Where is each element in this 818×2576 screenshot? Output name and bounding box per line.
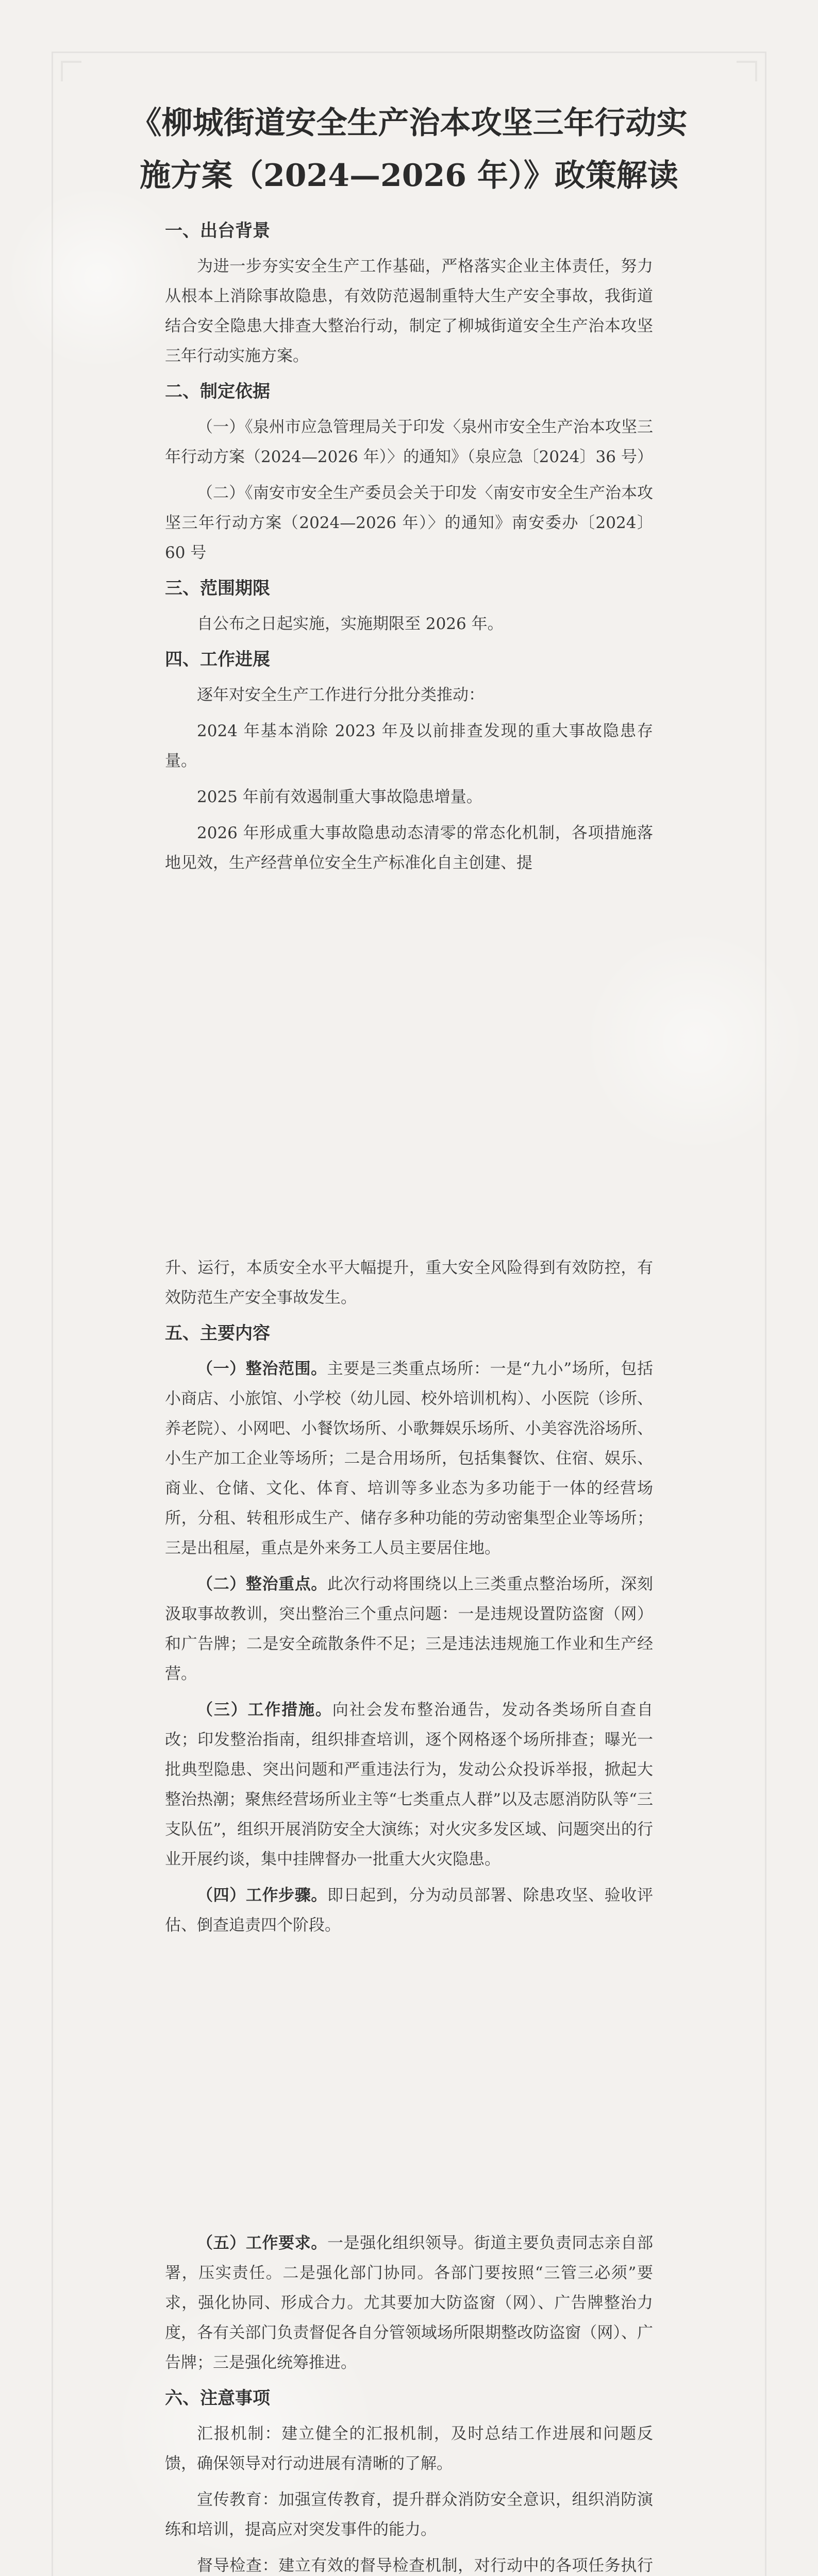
section-heading-basis: 二、制定依据 xyxy=(165,381,270,402)
corner-ornament xyxy=(737,61,757,81)
title-line-1: 《柳城街道安全生产治本攻坚三年行动实 xyxy=(130,105,688,141)
basis-paragraph-1: （一）《泉州市应急管理局关于印发〈泉州市安全生产治本攻坚三年行动方案（2024—2026 年）〉的通知》（泉应急〔2024〕36 号） xyxy=(165,418,653,466)
section-heading-main-content: 五、主要内容 xyxy=(165,1323,270,1344)
scope-paragraph: 自公布之日起实施，实施期限至 2026 年。 xyxy=(197,615,504,633)
corner-ornament xyxy=(61,61,81,81)
progress-paragraph-2: 2024 年基本消除 2023 年及以前排查发现的重大事故隐患存量。 xyxy=(165,722,653,770)
measures-label: （三）工作措施。 xyxy=(197,1701,332,1719)
notes-paragraph-2: 宣传教育：加强宣传教育，提升群众消防安全意识，组织消防演练和培训，提高应对突发事件的能力。 xyxy=(165,2490,653,2539)
section-heading-progress: 四、工作进展 xyxy=(165,649,270,670)
progress-paragraph-1: 逐年对安全生产工作进行分批分类推动： xyxy=(197,686,485,704)
notes-paragraph-3: 督导检查：建立有效的督导检查机制，对行动中的各项任务执行 xyxy=(197,2556,653,2575)
notes-paragraph-1: 汇报机制：建立健全的汇报机制，及时总结工作进展和问题反馈，确保领导对行动进展有清晰的了解。 xyxy=(165,2425,653,2473)
focus-label: （二）整治重点。 xyxy=(197,1575,328,1594)
requirements-label: （五）工作要求。 xyxy=(197,2234,328,2252)
progress-paragraph-4a: 2026 年形成重大事故隐患动态清零的常态化机制，各项措施落地见效，生产经营单位安全生产标准化自主创建、提 xyxy=(165,824,653,872)
section-heading-background: 一、出台背景 xyxy=(165,221,270,241)
basis-paragraph-2: （二）《南安市安全生产委员会关于印发〈南安市安全生产治本攻坚三年行动方案（2024—2026 年）〉的通知》南安委办〔2024〕60 号 xyxy=(165,484,653,562)
content-block-1 xyxy=(165,216,653,884)
progress-paragraph-3: 2025 年前有效遏制重大事故隐患增量。 xyxy=(197,788,482,806)
title-line-2: 施方案（2024—2026 年）》政策解读 xyxy=(140,158,678,194)
content-block-3 xyxy=(165,2228,653,2576)
document-title xyxy=(103,97,715,202)
progress-paragraph-4b: 升、运行，本质安全水平大幅提升，重大安全风险得到有效防控，有效防范生产安全事故发生。 xyxy=(165,1259,653,1307)
focus-text: 此次行动将围绕以上三类重点整治场所，深刻汲取事故教训，突出整治三个重点问题：一是违规设置防盗窗（网）和广告牌；二是安全疏散条件不足；三是违法违规施工作业和生产经营。 xyxy=(165,1575,654,1683)
main-content-scope-paragraph xyxy=(165,1354,653,1563)
steps-text: 即日起到，分为动员部署、除患攻坚、验收评估、倒查追责四个阶段。 xyxy=(165,1886,654,1935)
main-content-requirements-paragraph xyxy=(165,2228,653,2378)
section-heading-notes: 六、注意事项 xyxy=(165,2388,270,2409)
main-content-focus-paragraph xyxy=(165,1569,653,1689)
content-block-2 xyxy=(165,1253,653,1946)
scope-label: （一）整治范围。 xyxy=(197,1360,327,1378)
measures-text: 向社会发布整治通告，发动各类场所自查自改；印发整治指南，组织排查培训，逐个网格逐个场所排查；曝光一批典型隐患、突出问题和严重违法行为，发动公众投诉举报，掀起大整治热潮；聚焦经营场所业主等“七类重点人群”以及志愿消防队等“三支队伍”，组织开展消防安全大演练；对火灾多发区域、问题突出的行业开展约谈，集中挂牌督办一批重大火灾隐患。 xyxy=(165,1701,654,1869)
requirements-text: 一是强化组织领导。街道主要负责同志亲自部署，压实责任。二是强化部门协同。各部门要按照“三管三必须”要求，强化协同、形成合力。尤其要加大防盗窗（网）、广告牌整治力度，各有关部门负责督促各自分管领域场所限期整改防盗窗（网）、广告牌；三是强化统筹推进。 xyxy=(165,2234,654,2372)
section-heading-scope: 三、范围期限 xyxy=(165,578,270,599)
background-paragraph: 为进一步夯实安全生产工作基础，严格落实企业主体责任，努力从根本上消除事故隐患，有效防范遏制重特大生产安全事故，我街道结合安全隐患大排查大整治行动，制定了柳城街道安全生产治本攻坚三年行动实施方案。 xyxy=(165,257,653,365)
steps-label: （四）工作步骤。 xyxy=(197,1886,328,1905)
scope-text: 主要是三类重点场所：一是“九小”场所，包括小商店、小旅馆、小学校（幼儿园、校外培训机构）、小医院（诊所、养老院）、小网吧、小餐饮场所、小歌舞娱乐场所、小美容洗浴场所、小生产加工企业等场所；二是合用场所，包括集餐饮、住宿、娱乐、商业、仓储、文化、体育、培训等多业态为多功能于一体的经营场所，分租、转租形成生产、储存多种功能的劳动密集型企业等场所；三是出租屋，重点是外来务工人员主要居住地。 xyxy=(165,1360,653,1557)
main-content-measures-paragraph xyxy=(165,1695,653,1874)
main-content-steps-paragraph xyxy=(165,1880,653,1940)
